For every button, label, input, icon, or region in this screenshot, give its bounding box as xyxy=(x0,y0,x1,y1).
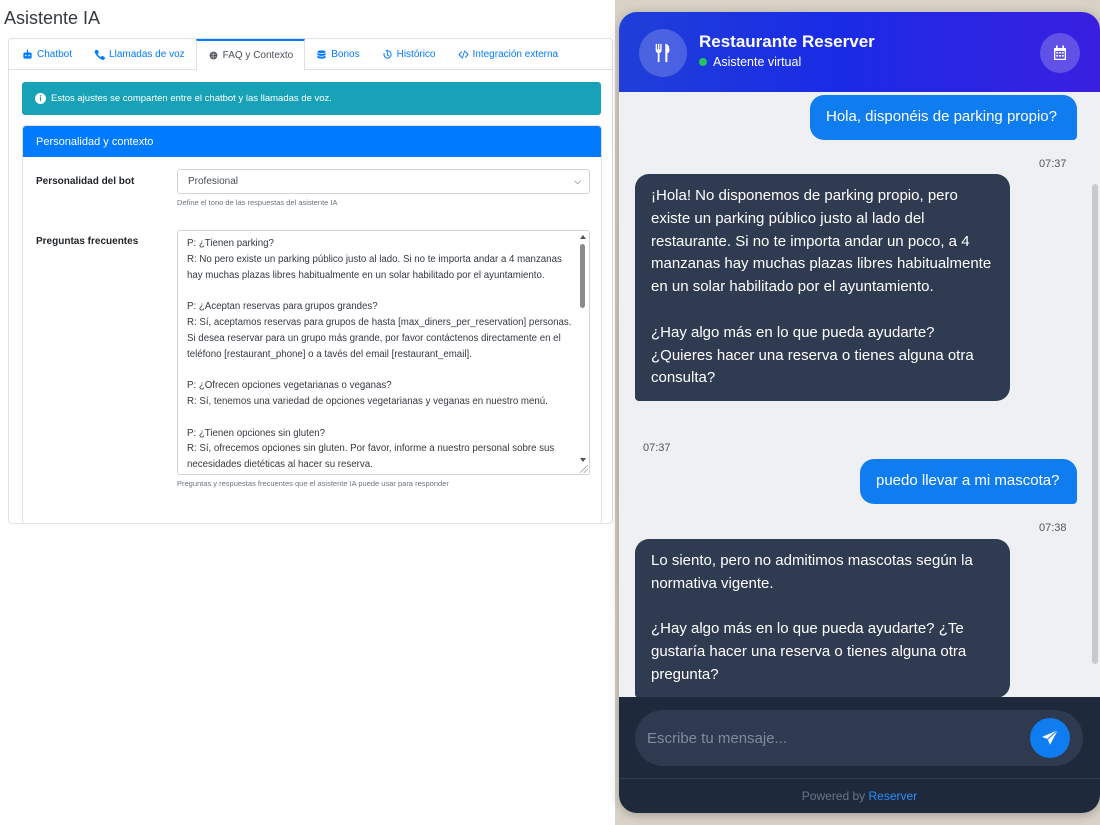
personality-label: Personalidad del bot xyxy=(36,176,135,187)
powered-by xyxy=(619,789,1100,803)
settings-card xyxy=(8,38,613,524)
tab-voice-calls[interactable] xyxy=(83,39,196,70)
scroll-up-icon[interactable] xyxy=(580,235,586,239)
powered-prefix: Powered by xyxy=(801,789,869,803)
message-input-wrap xyxy=(635,710,1083,766)
user-message: Hola, disponéis de parking propio? xyxy=(810,95,1077,140)
scroll-down-icon[interactable] xyxy=(580,458,586,462)
message-time: 07:37 xyxy=(643,442,671,454)
chat-status xyxy=(699,55,801,69)
send-icon xyxy=(1041,729,1059,747)
tab-faq-context[interactable] xyxy=(196,39,306,71)
personality-help: Define el tono de las respuestas del asistente IA xyxy=(177,198,338,207)
bot-message: Lo siento, pero no admitimos mascotas según la normativa vigente. ¿Hay algo más en lo que pueda ayudarte? ¿Te gustaría hacer una reserva o tienes alguna otra pregunta? xyxy=(635,539,1010,697)
powered-brand-link[interactable]: Reserver xyxy=(868,789,918,803)
history-icon xyxy=(382,49,393,60)
chat-subtitle: Asistente virtual xyxy=(713,55,802,69)
scroll-thumb[interactable] xyxy=(580,244,585,308)
personality-value: Profesional xyxy=(188,176,239,187)
ticket-icon xyxy=(316,49,327,60)
tab-label: Integración externa xyxy=(472,49,559,60)
bot-message: ¡Hola! No disponemos de parking propio, pero existe un parking público justo al lado del restaurante. Si no te importa andar un poco, a 4 manzanas hay muchas plazas libres habitualmente en un solar habilitado por el ayuntamiento. ¿Hay algo más en lo que pueda ayudarte? ¿Quieres hacer una reserva o tienes alguna otra consulta? xyxy=(635,174,1010,401)
faq-help: Preguntas y respuestas frecuentes que el asistente IA puede usar para responder xyxy=(177,479,449,488)
send-button[interactable] xyxy=(1030,718,1070,758)
message-scrollbar[interactable] xyxy=(1092,184,1098,664)
phone-icon xyxy=(94,49,105,60)
message-input[interactable] xyxy=(635,729,1030,748)
chat-header xyxy=(619,12,1100,92)
tab-label: FAQ y Contexto xyxy=(222,50,294,61)
calendar-icon xyxy=(1052,45,1068,61)
faq-label: Preguntas frecuentes xyxy=(36,236,139,247)
tab-chatbot[interactable] xyxy=(11,39,83,70)
message-time: 07:38 xyxy=(1039,522,1067,534)
chat-title: Restaurante Reserver xyxy=(699,32,875,51)
tab-external-integration[interactable] xyxy=(447,39,570,70)
restaurant-logo xyxy=(639,29,687,77)
personality-select[interactable] xyxy=(177,169,590,194)
tab-bar xyxy=(9,39,612,70)
code-icon xyxy=(458,49,469,60)
tab-label: Llamadas de voz xyxy=(109,49,185,60)
chat-widget xyxy=(619,12,1100,813)
tab-label: Histórico xyxy=(396,49,436,60)
calendar-button[interactable] xyxy=(1040,33,1080,73)
online-status-dot xyxy=(699,58,707,66)
personality-context-section xyxy=(22,125,602,524)
message-composer xyxy=(619,697,1100,813)
tab-bonos[interactable] xyxy=(305,39,370,70)
info-alert xyxy=(22,82,601,115)
faq-scrollbar[interactable] xyxy=(577,231,589,474)
composer-divider xyxy=(619,778,1100,779)
info-alert-text: Estos ajustes se comparten entre el chatbot y las llamadas de voz. xyxy=(51,93,332,104)
tab-label: Chatbot xyxy=(37,49,73,60)
tab-label: Bonos xyxy=(331,49,360,60)
page-title: Asistente IA xyxy=(4,8,101,28)
info-icon: i xyxy=(35,93,46,104)
chevron-down-icon: ⌵ xyxy=(574,176,581,186)
message-time: 07:37 xyxy=(1039,158,1067,170)
faq-textarea[interactable] xyxy=(177,230,590,475)
message-list[interactable] xyxy=(619,92,1100,697)
robot-icon xyxy=(22,49,33,60)
section-title: Personalidad y contexto xyxy=(23,126,601,157)
user-message: puedo llevar a mi mascota? xyxy=(860,459,1077,504)
faq-content: P: ¿Tienen parking? R: No pero existe un parking público justo al lado. Si no te importa andar a 4 manzanas hay muchas plazas libres habitualmente en un solar habilitado por el ayuntamiento. P: ¿Aceptan reservas para grupos grandes? R: Sí, aceptamos reservas para grupos de hasta [max_diners_per_reservation] personas. Si desea reservar para un grupo más grande, por favor contáctenos directamente en el teléfono [restaurant_phone] o a tavés del email [restaurant_email]. P: ¿Ofrecen opciones vegetarianas o veganas? R: Sí, tenemos una variedad de opciones vegetarianas y veganas en nuestro menú. P: ¿Tienen opciones sin gluten? R: Sí, ofrecemos opciones sin gluten. Por favor, informe a nuestro personal sobre sus necesidades dietéticas al hacer su reserva. xyxy=(187,238,572,471)
utensils-icon xyxy=(652,42,674,64)
brain-icon xyxy=(208,50,219,61)
tab-history[interactable] xyxy=(371,39,447,70)
resize-handle-icon[interactable] xyxy=(580,465,588,473)
